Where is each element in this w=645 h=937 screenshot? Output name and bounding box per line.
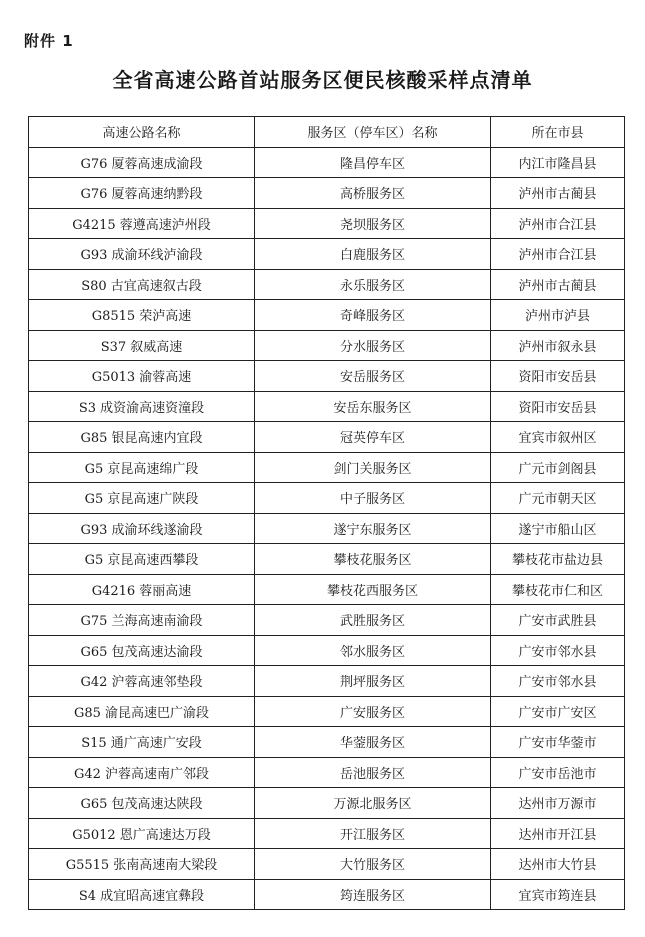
table-row — [29, 239, 625, 270]
highway-cell: S37 叙威高速 — [29, 330, 255, 361]
location-cell: 广安市岳池市 — [491, 757, 625, 788]
table-header-row — [29, 117, 625, 148]
service-area-cell: 华蓥服务区 — [255, 727, 491, 758]
service-area-cell: 冠英停车区 — [255, 422, 491, 453]
table-row — [29, 757, 625, 788]
highway-cell: S4 成宜昭高速宜彝段 — [29, 879, 255, 910]
highway-cell: G4216 蓉丽高速 — [29, 574, 255, 605]
highway-cell: G93 成渝环线泸渝段 — [29, 239, 255, 270]
service-area-cell: 攀枝花服务区 — [255, 544, 491, 575]
service-area-cell: 邻水服务区 — [255, 635, 491, 666]
location-cell: 泸州市泸县 — [491, 300, 625, 331]
location-cell: 达州市大竹县 — [491, 849, 625, 880]
service-area-cell: 攀枝花西服务区 — [255, 574, 491, 605]
service-area-cell: 高桥服务区 — [255, 178, 491, 209]
highway-cell: G76 厦蓉高速成渝段 — [29, 147, 255, 178]
highway-cell: S3 成资渝高速资潼段 — [29, 391, 255, 422]
table-row — [29, 666, 625, 697]
table-row — [29, 391, 625, 422]
highway-cell: S15 通广高速广安段 — [29, 727, 255, 758]
highway-cell: G65 包茂高速达渝段 — [29, 635, 255, 666]
highway-cell: S80 古宜高速叙古段 — [29, 269, 255, 300]
service-area-cell: 剑门关服务区 — [255, 452, 491, 483]
table-row — [29, 788, 625, 819]
service-area-cell: 隆昌停车区 — [255, 147, 491, 178]
location-cell: 宜宾市叙州区 — [491, 422, 625, 453]
service-area-cell: 永乐服务区 — [255, 269, 491, 300]
service-area-cell: 遂宁东服务区 — [255, 513, 491, 544]
table-row — [29, 849, 625, 880]
table-row — [29, 300, 625, 331]
highway-cell: G65 包茂高速达陕段 — [29, 788, 255, 819]
service-area-cell: 万源北服务区 — [255, 788, 491, 819]
highway-cell: G4215 蓉遵高速泸州段 — [29, 208, 255, 239]
service-area-cell: 岳池服务区 — [255, 757, 491, 788]
table-row — [29, 361, 625, 392]
location-cell: 攀枝花市仁和区 — [491, 574, 625, 605]
highway-cell: G5 京昆高速广陕段 — [29, 483, 255, 514]
location-cell: 宜宾市筠连县 — [491, 879, 625, 910]
service-area-cell: 奇峰服务区 — [255, 300, 491, 331]
location-cell: 泸州市叙永县 — [491, 330, 625, 361]
table-row — [29, 696, 625, 727]
header-location: 所在市县 — [491, 117, 625, 148]
table-row — [29, 513, 625, 544]
table-row — [29, 178, 625, 209]
table-row — [29, 208, 625, 239]
service-area-cell: 分水服务区 — [255, 330, 491, 361]
table-row — [29, 330, 625, 361]
highway-cell: G42 沪蓉高速南广邻段 — [29, 757, 255, 788]
location-cell: 泸州市合江县 — [491, 239, 625, 270]
service-area-cell: 广安服务区 — [255, 696, 491, 727]
service-area-cell: 大竹服务区 — [255, 849, 491, 880]
table-row — [29, 452, 625, 483]
location-cell: 广元市剑阁县 — [491, 452, 625, 483]
table-row — [29, 544, 625, 575]
service-area-cell: 安岳东服务区 — [255, 391, 491, 422]
header-service-area: 服务区（停车区）名称 — [255, 117, 491, 148]
table-row — [29, 147, 625, 178]
highway-cell: G75 兰海高速南渝段 — [29, 605, 255, 636]
table-row — [29, 727, 625, 758]
document-title: 全省高速公路首站服务区便民核酸采样点清单 — [112, 68, 533, 92]
highway-cell: G5012 恩广高速达万段 — [29, 818, 255, 849]
location-cell: 泸州市古蔺县 — [491, 269, 625, 300]
table-row — [29, 635, 625, 666]
location-cell: 达州市开江县 — [491, 818, 625, 849]
table-row — [29, 605, 625, 636]
table-row — [29, 269, 625, 300]
highway-cell: G85 渝昆高速巴广渝段 — [29, 696, 255, 727]
attachment-label: 附件 1 — [24, 32, 74, 50]
highway-cell: G5 京昆高速西攀段 — [29, 544, 255, 575]
service-area-cell: 武胜服务区 — [255, 605, 491, 636]
location-cell: 广安市华蓥市 — [491, 727, 625, 758]
location-cell: 广安市邻水县 — [491, 635, 625, 666]
table-row — [29, 422, 625, 453]
highway-cell: G76 厦蓉高速纳黔段 — [29, 178, 255, 209]
location-cell: 广元市朝天区 — [491, 483, 625, 514]
service-area-cell: 荆坪服务区 — [255, 666, 491, 697]
location-cell: 广安市武胜县 — [491, 605, 625, 636]
location-cell: 内江市隆昌县 — [491, 147, 625, 178]
location-cell: 广安市邻水县 — [491, 666, 625, 697]
highway-cell: G85 银昆高速内宜段 — [29, 422, 255, 453]
service-area-cell: 白鹿服务区 — [255, 239, 491, 270]
service-area-cell: 开江服务区 — [255, 818, 491, 849]
service-area-cell: 筠连服务区 — [255, 879, 491, 910]
table-row — [29, 483, 625, 514]
location-cell: 达州市万源市 — [491, 788, 625, 819]
sampling-sites-table — [28, 116, 625, 910]
table-row — [29, 879, 625, 910]
location-cell: 攀枝花市盐边县 — [491, 544, 625, 575]
header-highway: 高速公路名称 — [29, 117, 255, 148]
service-area-cell: 安岳服务区 — [255, 361, 491, 392]
location-cell: 广安市广安区 — [491, 696, 625, 727]
location-cell: 遂宁市船山区 — [491, 513, 625, 544]
highway-cell: G42 沪蓉高速邻垫段 — [29, 666, 255, 697]
highway-cell: G5013 渝蓉高速 — [29, 361, 255, 392]
highway-cell: G93 成渝环线遂渝段 — [29, 513, 255, 544]
highway-cell: G5 京昆高速绵广段 — [29, 452, 255, 483]
service-area-cell: 尧坝服务区 — [255, 208, 491, 239]
table-row — [29, 818, 625, 849]
table-row — [29, 574, 625, 605]
location-cell: 泸州市合江县 — [491, 208, 625, 239]
service-area-cell: 中子服务区 — [255, 483, 491, 514]
location-cell: 泸州市古蔺县 — [491, 178, 625, 209]
location-cell: 资阳市安岳县 — [491, 391, 625, 422]
highway-cell: G8515 荣泸高速 — [29, 300, 255, 331]
highway-cell: G5515 张南高速南大梁段 — [29, 849, 255, 880]
location-cell: 资阳市安岳县 — [491, 361, 625, 392]
